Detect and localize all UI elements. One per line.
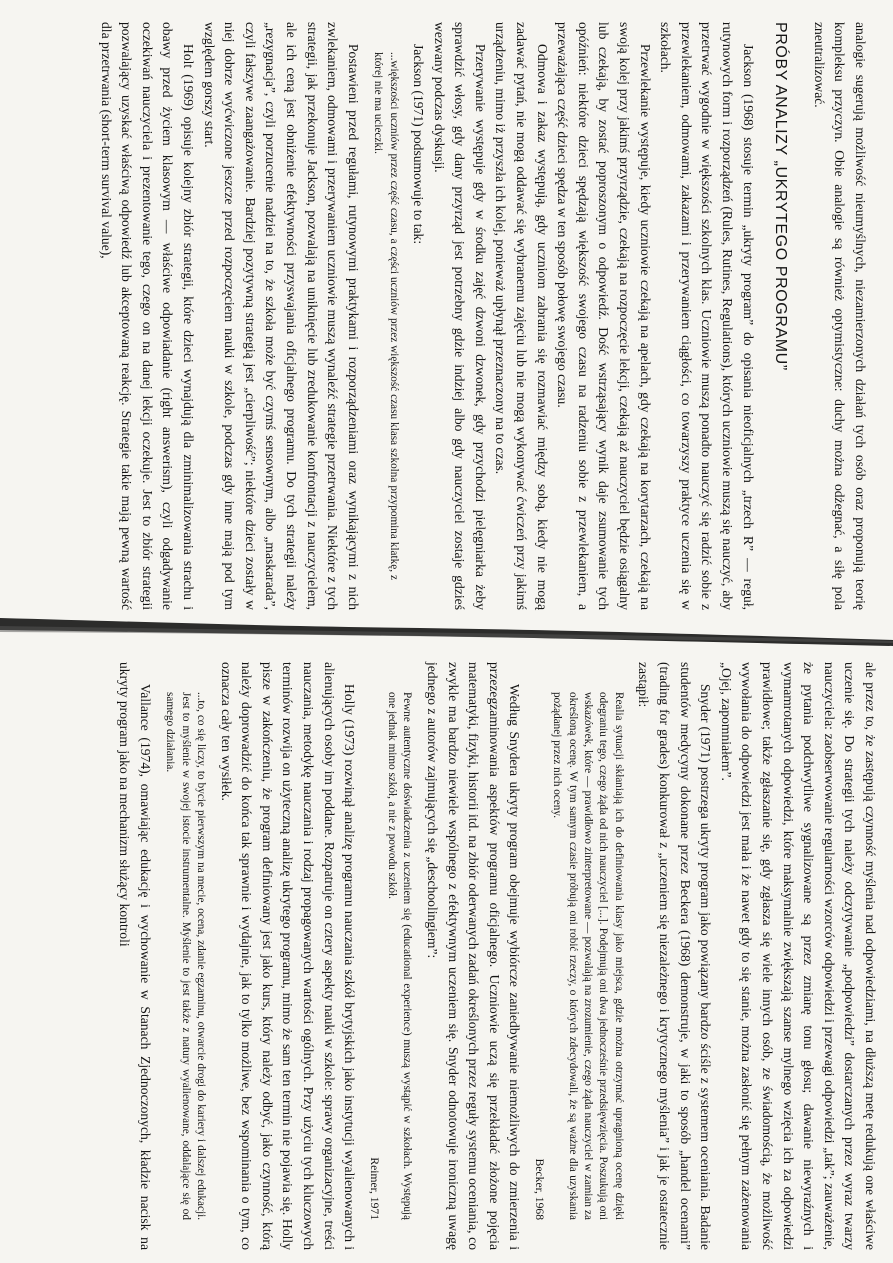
quote-holly: ...to, co się liczy, to bycie pierwszym na mecie, ocena, zdanie egzaminu, otwarcie drogi do kariery i dalszej edukacji. Jest to myślenie w swojej istocie instrumentalne. Myślenie to jest także z natury wyalienowane, oddalające się od samego działania.	[164, 692, 208, 1220]
intro-paragraph: analogie sugerują możliwość nieumyślnych, niezamierzonych działań tych osób oraz proponują teorię kompleksu przyczyn. Obie analogie są również optymistyczne: duchy można odżegnać, a siłę pola zneutralizować.	[811, 22, 868, 610]
paragraph-jackson-1968: Jackson (1968) stosuje termin „ukryty program” do opisania nieoficjalnych „trzech R” — reguł, rutynowych form i rozporządzeń (Rules, Rutines, Regulations), których uczniowie muszą się nauczyć, aby przetrwać wygodnie w większości szkolnych klas. Uczniowie muszą ponadto nauczyć się radzić sobie z przewlekaniem, odmowami, zakazami i przerywaniem ciągłości, co towarzyszy praktyce uczenia się w szkołach.	[658, 22, 756, 610]
paragraph-przewlekanie: Przewlekanie występuje, kiedy uczniowie czekają na apelach, gdy czekają na korytarzach, czekają na swoją kolej przy jakimś przyrządzie, czekają na rozpoczęcie lekcji, czekają aż nauczyciel będzie osiągalny lub czekają, by zostać poproszonym o odpowiedź. Dość wstrząsający wynik daje zsumowanie tych opóźnień: niektóre dzieci spędzają większość swojego czasu na radzeniu sobie z przewlekaniem, a przeważająca część dzieci spędza w ten sposób połowę swojego czasu.	[555, 22, 653, 610]
quote-reimer-text: Pewne autentyczne doświadczenia z uczeniem się (educational experience) muszą wystąpić w szkołach. Występują one jednak mimo szkół, a nie z powodu szkół.	[386, 692, 414, 1220]
quote-reimer	[366, 692, 414, 1220]
quote-becker-text: Realia sytuacji skłaniają ich do definiowania klasy jako miejsca, gdzie można otrzymać upragnioną ocenę dzięki odegraniu tego, czego żąda od nich nauczyciel [...]. Podejmują oni dwa jednocześnie przedsięwzięcia. Poszukują oni wskazówek, które — prawidłowo zinterpretowane — pozwalają na zrozumienie, czego żąda nauczyciel w zamian za określoną ocenę. W tym samym czasie próbują oni robić rzeczy, o których zdecydowali, że są ważne dla uzyskania pożądanej przez nich oceny.	[551, 692, 625, 1220]
paragraph-odmowa: Odmowa i zakaz występują, gdy uczniom zabrania się rozmawiać między sobą, kiedy nie mogą zadawać pytań, nie mogą oddawać się wybranemu zajęciu lub nie mogą wykonywać ćwiczeń przy jakimś urządzeniu, mimo iż przyszła ich kolej, ponieważ upłynął przeznaczony na to czas.	[493, 22, 550, 610]
bottom-page	[25, 662, 880, 1250]
spine-shadow-graphic	[0, 612, 893, 652]
top-page-region	[0, 0, 893, 615]
paragraph-przerywanie: Przerywanie występuje gdy w środku zajęć dzwoni dzwonek, gdy przychodzi pielęgniarka żeby sprawdzić włosy, gdy dany przyrząd jest potrzebny gdzie indziej albo gdy nauczyciel zostaje gdzieś wezwany podczas dyskusji.	[431, 22, 488, 610]
quote-becker-source: Becker, 1968	[532, 1158, 546, 1220]
paragraph-holly: Holly (1973) rozwinął analizę programu nauczania szkół brytyjskich jako instytucji wyalienowanych i alienujących osoby im poddane. Rozpatruje on cztery aspekty nauki w szkole: sprawy organizacyjne, treści nauczania, metodykę nauczania i rodzaj propagowanych wartości ogólnych. Przy użyciu tych kluczowych terminów rozwija on użyteczną analizę ukrytego programu, mimo że sam ten termin nie pojawia się. Holly pisze w zakończeniu, że program definiowany jest jako kurs, który należy odbyć, jako czynność, którą należy doprowadzić do końca tak sprawnie i wydajnie, jak to tylko możliwe, bez wspominania o tym, co oznacza cały ten wysiłek.	[218, 662, 358, 1250]
paragraph-snyder: Snyder (1971) postrzega ukryty program jako powiązany bardzo ściśle z systemem oceniania. Badanie studentów medycyny dokonane przez Beckera (1968) demonstruje, w jaki to sposób „handel ocenami” (trading for grades) konkurował z „uczeniem się niezależnego i krytycznego myślenia” i jak je ostatecznie zastąpił:	[636, 662, 714, 1250]
paragraph-strategie: Postawieni przed regułami, rutynowymi praktykami i rozporządzeniami oraz wynikającymi z nich zwlekaniem, odmowami i przerywaniem uczniowie muszą wynaleźć strategie przetrwania. Niektóre z tych strategii, jak przekonuje Jackson, pozwalają na uniknięcie lub zredukowanie konfrontacji z nauczycielem, ale ich ceną jest obniżenie efektywności przyswajania oficjalnego programu. Do tych strategii należy „rezygnacja”, czyli porzucenie nadziei na to, że szkoła może być czymś sensownym, albo „maskarada”, czyli fałszywe zaangażowanie. Bardziej pozytywną strategią jest „cierpliwość”; niektóre dzieci zostały w niej dobrze wyćwiczone jeszcze przed rozpoczęciem nauki w szkole, podczas gdy inne mają pod tym względem gorszy start.	[201, 22, 361, 610]
quote-becker	[531, 692, 625, 1220]
paragraph-snyder-2: Według Snydera ukryty program obejmuje wybiórcze zaniedbywanie niemożliwych do zmierzenia i przezegzaminowania aspektów programu oficjalnego. Uczniowie uczą się przekładać złożone pojęcia matematyki, fizyki, historii itd. na zbiór oderwanych zadań określonych przez reguły systemu oceniania, co zwykle ma bardzo niewiele wspólnego z efektywnym uczeniem się. Snyder odnotowuje ironiczną uwagę jednego z autorów zajmujących się „deschoolingiem”:	[425, 662, 523, 1250]
paragraph-jackson-1971: Jackson (1971) podsumowuje to tak:	[411, 44, 427, 245]
top-page	[25, 22, 870, 610]
bottom-page-region	[0, 650, 893, 1263]
book-spine-shadow	[0, 612, 893, 652]
paragraph-strategie-cd: ale przez to, że zastępują czynność myślenia nad odpowiedziami, na dłuższą metę redukują one właściwe uczenie się. Do strategii tych należy odczytywanie „podpowiedzi” dostarczanych przez wyraz twarzy nauczyciela: zaobserwowanie regularności wzorców odpowiedzi i przewagi odpowiedzi „tak”; zauważenie, że pytania podchwytliwe sygnalizowane są przez zmianę tonu głosu; dawanie niewyraźnych i wymamrotanych odpowiedzi, które maksymalnie zwiększają szanse mylnego wzięcia ich za odpowiedzi prawidłowe; także zgłaszanie się, gdy zgłasza się wiele innych osób, ze świadomością, że możliwość wywołania do odpowiedzi jest mała i że nawet gdy to się stanie, można zasłonić się pełnym zażenowania „Ojej, zapomniałem”.	[718, 662, 878, 1250]
quote-reimer-source: Reimer, 1971	[367, 1157, 381, 1220]
paragraph-holt: Holt (1969) opisuje kolejny zbiór strategii, które dzieci wynajdują dla zminimalizowania strachu i obawy przed życiem klasowym — właściwe odpowiadanie (right answerism), czyli odgadywanie oczekiwań nauczyciela i prezentowanie tego, czego on na danej lekcji oczekuje. Jest to zbiór strategii pozwalający uzyskać właściwą odpowiedź lub akceptowaną reakcję. Strategie takie mają pewną wartość dla przetrwania (short-term survival value),	[98, 22, 196, 610]
paragraph-vallance: Vallance (1974), omawiając edukację i wychowanie w Stanach Zjednoczonych, kładzie nacisk na ukryty program jako na mechanizm służący kontroli	[117, 662, 153, 1250]
section-heading: PRÓBY ANALIZY „UKRYTEGO PROGRAMU”	[772, 22, 790, 371]
quote-jackson: ...większości uczniów przez część czasu, a części uczniów przez większość czasu klasa szkolna przypomina klatkę, z której nie ma ucieczki.	[372, 52, 400, 580]
